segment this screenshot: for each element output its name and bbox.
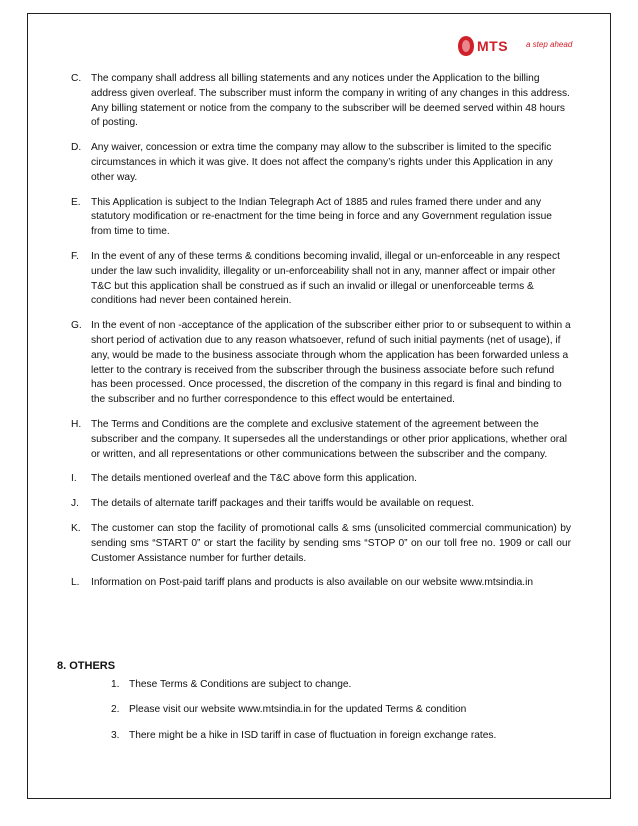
others-item-text: There might be a hike in ISD tariff in case of fluctuation in foreign exchange rates. xyxy=(129,729,497,741)
clause-text: The details mentioned overleaf and the T&C above form this application. xyxy=(91,473,417,485)
clause-letter: E. xyxy=(71,196,81,208)
clause-d xyxy=(71,141,571,185)
clause-h xyxy=(71,418,571,462)
clause-f xyxy=(71,250,571,309)
clause-text: The company shall address all billing statements and any notices under the Application to the billing address given overleaf. The subscriber must inform the company in writing of any changes in this address. Any billing statement or notice from the company to the subscriber will be deemed served within 48 hours of posting. xyxy=(91,73,570,129)
mts-egg-icon xyxy=(458,36,474,56)
others-item xyxy=(111,729,581,744)
others-item-text: These Terms & Conditions are subject to change. xyxy=(129,679,352,690)
clause-text: In the event of non -acceptance of the application of the subscriber either prior to or subsequent to within a short period of activation due to any reason whatsoever, refund of such initial payments (net of usage), if any, would be made to the business associate through whom the application has been forwarded unless a letter to the contrary is received from the subscriber through the business associate before such refund has been processed. Once processed, the discretion of the company in this regard is final and binding to the subscriber and no further correspondence to this effect would be entertained. xyxy=(91,320,571,406)
others-item-number: 3. xyxy=(111,729,120,741)
logo-tagline: a step ahead xyxy=(526,40,573,49)
clause-g xyxy=(71,319,571,408)
others-list xyxy=(111,678,581,754)
clause-e xyxy=(71,196,571,240)
clause-k xyxy=(71,522,571,566)
clause-list xyxy=(71,72,571,591)
clause-text: The Terms and Conditions are the complete and exclusive statement of the agreement between the subscriber and the company. It supersedes all the understandings or other prior applications, whether oral or written, and all representations or other communications between the subscriber and the company. xyxy=(91,418,568,460)
clause-letter: C. xyxy=(71,73,82,84)
others-item-number: 1. xyxy=(111,679,120,690)
others-item xyxy=(111,678,581,693)
clause-letter: L. xyxy=(71,577,80,589)
clause-letter: I. xyxy=(71,473,77,485)
clause-i xyxy=(71,472,571,487)
clause-j xyxy=(71,497,571,512)
clause-letter: K. xyxy=(71,522,81,534)
clause-letter: F. xyxy=(71,250,79,262)
clause-text: In the event of any of these terms & conditions becoming invalid, illegal or un-enforceable in any respect under the law such invalidity, illegality or un-enforceability shall not in any, manner affect or impair other T&C but this application shall be construed as if such an invalid or illegal or unenforceable terms & conditions had never been contained herein. xyxy=(91,250,560,307)
clause-letter: D. xyxy=(71,142,82,154)
clause-text: The details of alternate tariff packages and their tariffs would be available on request. xyxy=(91,498,475,510)
clause-text: Any waiver, concession or extra time the company may allow to the subscriber is limited to the specific circumstances in which it was give. It does not affect the company’s rights under this Application in any other way. xyxy=(91,142,553,183)
clause-c xyxy=(71,72,571,131)
others-item-number: 2. xyxy=(111,704,120,716)
clause-letter: G. xyxy=(71,320,82,332)
logo-brand-text: MTS xyxy=(477,38,509,54)
clause-letter: J. xyxy=(71,498,79,510)
mts-logo xyxy=(458,36,598,56)
clause-l xyxy=(71,576,571,591)
section-title-others: 8. OTHERS xyxy=(57,660,116,672)
clause-text: Information on Post-paid tariff plans and products is also available on our website www.mtsindia.in xyxy=(91,577,534,589)
others-item-text: Please visit our website www.mtsindia.in for the updated Terms & condition xyxy=(129,704,467,716)
clause-text: The customer can stop the facility of promotional calls & sms (unsolicited commercial communication) by sending sms “START 0” or start the facility by sending sms “STOP 0” on our toll free no. 1909 or call our Customer Assistance number for further details. xyxy=(91,522,571,564)
clause-text: This Application is subject to the Indian Telegraph Act of 1885 and rules framed there under and any statutory modification or re-enactment for the time being in force and any Government regulation issue from time to time. xyxy=(91,196,552,238)
others-item xyxy=(111,703,581,718)
clause-letter: H. xyxy=(71,418,82,430)
